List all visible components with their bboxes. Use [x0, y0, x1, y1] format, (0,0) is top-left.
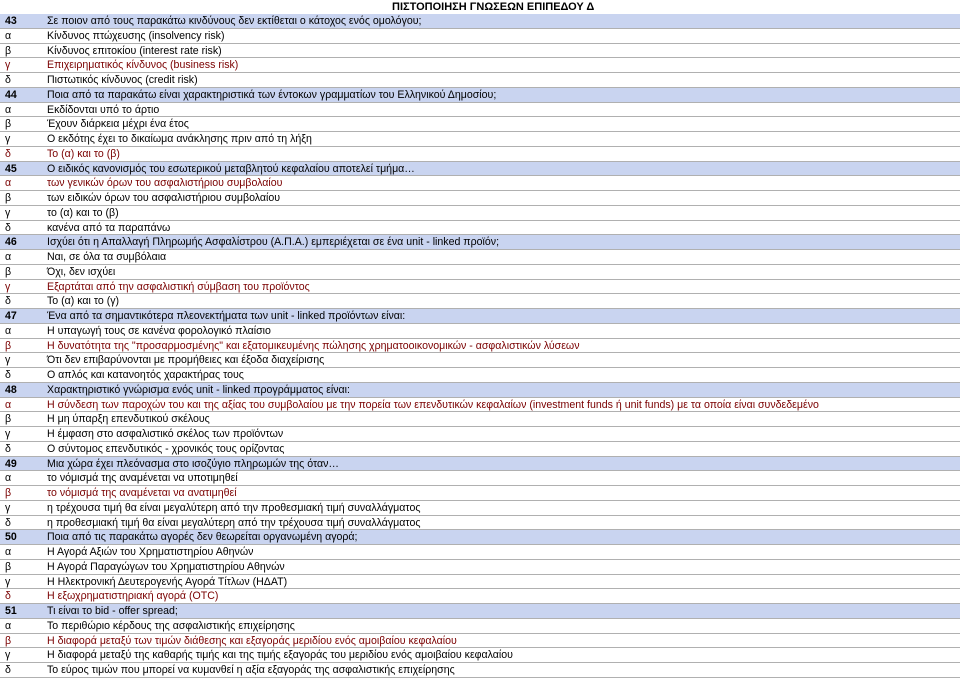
- question-number: 51: [5, 605, 17, 617]
- answer-letter: α: [5, 251, 12, 263]
- answer-letter: γ: [5, 59, 11, 72]
- question-text: Χαρακτηριστικό γνώρισμα ενός unit - linked προγράμματος είναι:: [47, 383, 350, 396]
- question-text: Ο ειδικός κανονισμός του εσωτερικού μεταβλητού κεφαλαίου αποτελεί τμήμα…: [47, 162, 415, 175]
- question-text: Ποια από τις παρακάτω αγορές δεν θεωρείται οργανωμένη αγορά;: [47, 531, 358, 544]
- answer-text: το νόμισμά της αναμένεται να ανατιμηθεί: [47, 487, 237, 499]
- answer-row: [0, 398, 960, 413]
- answer-text: Η εξωχρηματιστηριακή αγορά (OTC): [47, 590, 219, 603]
- answer-row: [0, 501, 960, 516]
- answer-letter: δ: [5, 221, 11, 234]
- answer-text: Επιχειρηματικός κίνδυνος (business risk): [47, 59, 239, 72]
- question-text: Τι είναι το bid - offer spread;: [47, 605, 178, 617]
- answer-row: [0, 103, 960, 118]
- answer-letter: β: [5, 560, 12, 573]
- answer-text: Η σύνδεση των παροχών του και της αξίας του συμβολαίου με την πορεία των επενδυτικών κεφαλαίων (investment funds ή unit funds) με τα οποία είναι συνδεδεμένο: [47, 398, 819, 411]
- answer-letter: β: [5, 339, 12, 352]
- answer-text: η τρέχουσα τιμή θα είναι μεγαλύτερη από την προθεσμιακή τιμή συναλλάγματος: [47, 501, 421, 514]
- question-number: 47: [5, 310, 17, 322]
- question-row: [0, 383, 960, 398]
- question-text: Σε ποιον από τους παρακάτω κινδύνους δεν εκτίθεται ο κάτοχος ενός ομολόγου;: [47, 15, 422, 27]
- question-number: 45: [5, 162, 17, 175]
- answer-row: [0, 132, 960, 147]
- answer-text: το νόμισμά της αναμένεται να υποτιμηθεί: [47, 472, 238, 485]
- answer-row: [0, 250, 960, 265]
- answer-row: [0, 353, 960, 368]
- answer-text: Εξαρτάται από την ασφαλιστική σύμβαση του προϊόντος: [47, 280, 310, 293]
- answer-row: [0, 73, 960, 88]
- answer-text: Εκδίδονται υπό το άρτιο: [47, 103, 160, 116]
- answer-text: Η Αγορά Αξιών του Χρηματιστηρίου Αθηνών: [47, 546, 254, 558]
- answer-row: [0, 648, 960, 663]
- answer-row: [0, 176, 960, 191]
- answer-letter: β: [5, 44, 12, 57]
- answer-text: Πιστωτικός κίνδυνος (credit risk): [47, 74, 198, 86]
- question-row: [0, 604, 960, 619]
- question-number: 48: [5, 383, 17, 396]
- answer-row: [0, 221, 960, 236]
- question-row: [0, 457, 960, 472]
- question-row: [0, 530, 960, 545]
- answer-row: [0, 58, 960, 73]
- answer-letter: β: [5, 413, 12, 426]
- answer-letter: α: [5, 29, 12, 42]
- answer-text: Η υπαγωγή τους σε κανένα φορολογικό πλαίσιο: [47, 324, 271, 337]
- answer-row: [0, 634, 960, 649]
- answer-letter: δ: [5, 442, 11, 455]
- question-number: 43: [5, 15, 17, 27]
- answer-row: [0, 324, 960, 339]
- answer-letter: δ: [5, 516, 11, 529]
- answer-text: Το εύρος τιμών που μπορεί να κυμανθεί η αξία εξαγοράς της ασφαλιστικής επιχείρησης: [47, 664, 455, 676]
- answer-text: Έχουν διάρκεια μέχρι ένα έτος: [47, 118, 189, 131]
- answer-row: [0, 191, 960, 206]
- answer-row: [0, 44, 960, 59]
- answer-letter: δ: [5, 590, 11, 603]
- answer-letter: γ: [5, 575, 11, 588]
- question-row: [0, 309, 960, 324]
- answer-text: Η δυνατότητα της "προσαρμοσμένης" και εξατομικευμένης πώλησης χρηματοοικονομικών - ασφαλιστικών λύσεων: [47, 339, 580, 352]
- question-row: [0, 14, 960, 29]
- answer-row: [0, 368, 960, 383]
- answer-text: Η Ηλεκτρονική Δευτερογενής Αγορά Τίτλων (ΗΔΑΤ): [47, 575, 288, 588]
- answer-row: [0, 619, 960, 634]
- answer-row: [0, 560, 960, 575]
- answer-letter: γ: [5, 206, 11, 219]
- answer-text: των ειδικών όρων του ασφαλιστήριου συμβολαίου: [47, 192, 281, 204]
- question-text: Ποια από τα παρακάτω είναι χαρακτηριστικά των έντοκων γραμματίων του Ελληνικού Δημοσίου;: [47, 88, 497, 101]
- question-text: Ένα από τα σημαντικότερα πλεονεκτήματα των unit - linked προϊόντων είναι:: [47, 310, 406, 322]
- answer-text: Ότι δεν επιβαρύνονται με προμήθειες και έξοδα διαχείρισης: [47, 354, 325, 367]
- answer-row: [0, 265, 960, 280]
- question-number: 44: [5, 88, 17, 101]
- answer-text: Το (α) και το (γ): [47, 295, 120, 308]
- answer-letter: β: [5, 192, 12, 204]
- answer-row: [0, 412, 960, 427]
- answer-text: Η μη ύπαρξη επενδυτικού σκέλους: [47, 413, 210, 426]
- answer-text: Η διαφορά μεταξύ των τιμών διάθεσης και εξαγοράς μεριδίου ενός αμοιβαίου κεφαλαίου: [47, 634, 457, 647]
- answer-row: [0, 206, 960, 221]
- answer-row: [0, 442, 960, 457]
- answer-letter: δ: [5, 664, 11, 676]
- answer-text: Όχι, δεν ισχύει: [47, 265, 116, 278]
- answer-row: [0, 427, 960, 442]
- answer-text: Το (α) και το (β): [47, 147, 120, 160]
- answer-letter: α: [5, 472, 12, 485]
- answer-row: [0, 663, 960, 678]
- document-header: [0, 0, 960, 14]
- page-title: ΠΙΣΤΟΠΟΙΗΣΗ ΓΝΩΣΕΩΝ ΕΠΙΠΕΔΟΥ Δ: [392, 1, 595, 13]
- answer-letter: α: [5, 619, 12, 632]
- answer-text: Ο εκδότης έχει το δικαίωμα ανάκλησης πριν από τη λήξη: [47, 133, 312, 145]
- question-text: Μια χώρα έχει πλεόνασμα στο ισοζύγιο πληρωμών της όταν…: [47, 457, 340, 470]
- answer-letter: β: [5, 487, 12, 499]
- question-number: 50: [5, 531, 17, 544]
- answer-row: [0, 280, 960, 295]
- question-row: [0, 88, 960, 103]
- answer-text: Η Αγορά Παραγώγων του Χρηματιστηρίου Αθηνών: [47, 560, 285, 573]
- answer-text: η προθεσμιακή τιμή θα είναι μεγαλύτερη από την τρέχουσα τιμή συναλλάγματος: [47, 516, 421, 529]
- answer-row: [0, 545, 960, 560]
- answer-text: το (α) και το (β): [47, 206, 119, 219]
- question-text: Ισχύει ότι η Απαλλαγή Πληρωμής Ασφαλίστρου (Α.Π.Α.) εμπεριέχεται σε ένα unit - linked προϊόν;: [47, 236, 500, 249]
- answer-letter: δ: [5, 147, 11, 160]
- question-row: [0, 235, 960, 250]
- answer-text: των γενικών όρων του ασφαλιστήριου συμβολαίου: [47, 177, 283, 190]
- answer-row: [0, 147, 960, 162]
- question-table: [0, 14, 960, 678]
- answer-text: Η έμφαση στο ασφαλιστικό σκέλος των προϊόντων: [47, 428, 284, 440]
- answer-row: [0, 29, 960, 44]
- answer-text: Κίνδυνος πτώχευσης (insolvency risk): [47, 29, 225, 42]
- answer-text: Ο απλός και κατανοητός χαρακτήρας τους: [47, 369, 244, 381]
- answer-letter: α: [5, 177, 12, 190]
- answer-text: Ο σύντομος επενδυτικός - χρονικός τους ορίζοντας: [47, 442, 285, 455]
- answer-letter: α: [5, 324, 12, 337]
- answer-row: [0, 575, 960, 590]
- answer-row: [0, 339, 960, 354]
- answer-text: Κίνδυνος επιτοκίου (interest rate risk): [47, 44, 222, 57]
- answer-letter: γ: [5, 501, 11, 514]
- answer-text: κανένα από τα παραπάνω: [47, 221, 171, 234]
- answer-text: Το περιθώριο κέρδους της ασφαλιστικής επιχείρησης: [47, 619, 295, 632]
- answer-letter: α: [5, 398, 12, 411]
- answer-letter: γ: [5, 649, 11, 662]
- answer-row: [0, 589, 960, 604]
- answer-letter: γ: [5, 354, 11, 367]
- answer-row: [0, 117, 960, 132]
- answer-letter: α: [5, 546, 12, 558]
- answer-letter: γ: [5, 280, 11, 293]
- question-number: 46: [5, 236, 17, 249]
- answer-row: [0, 486, 960, 501]
- answer-letter: β: [5, 118, 12, 131]
- answer-text: Η διαφορά μεταξύ της καθαρής τιμής και της τιμής εξαγοράς του μεριδίου ενός αμοιβαίου κεφαλαίου: [47, 649, 513, 662]
- answer-text: Ναι, σε όλα τα συμβόλαια: [47, 251, 167, 263]
- answer-letter: δ: [5, 74, 11, 86]
- answer-letter: α: [5, 103, 12, 116]
- question-row: [0, 162, 960, 177]
- answer-letter: γ: [5, 133, 11, 145]
- answer-letter: δ: [5, 369, 11, 381]
- answer-letter: β: [5, 265, 12, 278]
- answer-row: [0, 516, 960, 531]
- question-number: 49: [5, 457, 17, 470]
- answer-letter: γ: [5, 428, 11, 440]
- answer-row: [0, 294, 960, 309]
- answer-letter: β: [5, 634, 12, 647]
- answer-letter: δ: [5, 295, 11, 308]
- answer-row: [0, 471, 960, 486]
